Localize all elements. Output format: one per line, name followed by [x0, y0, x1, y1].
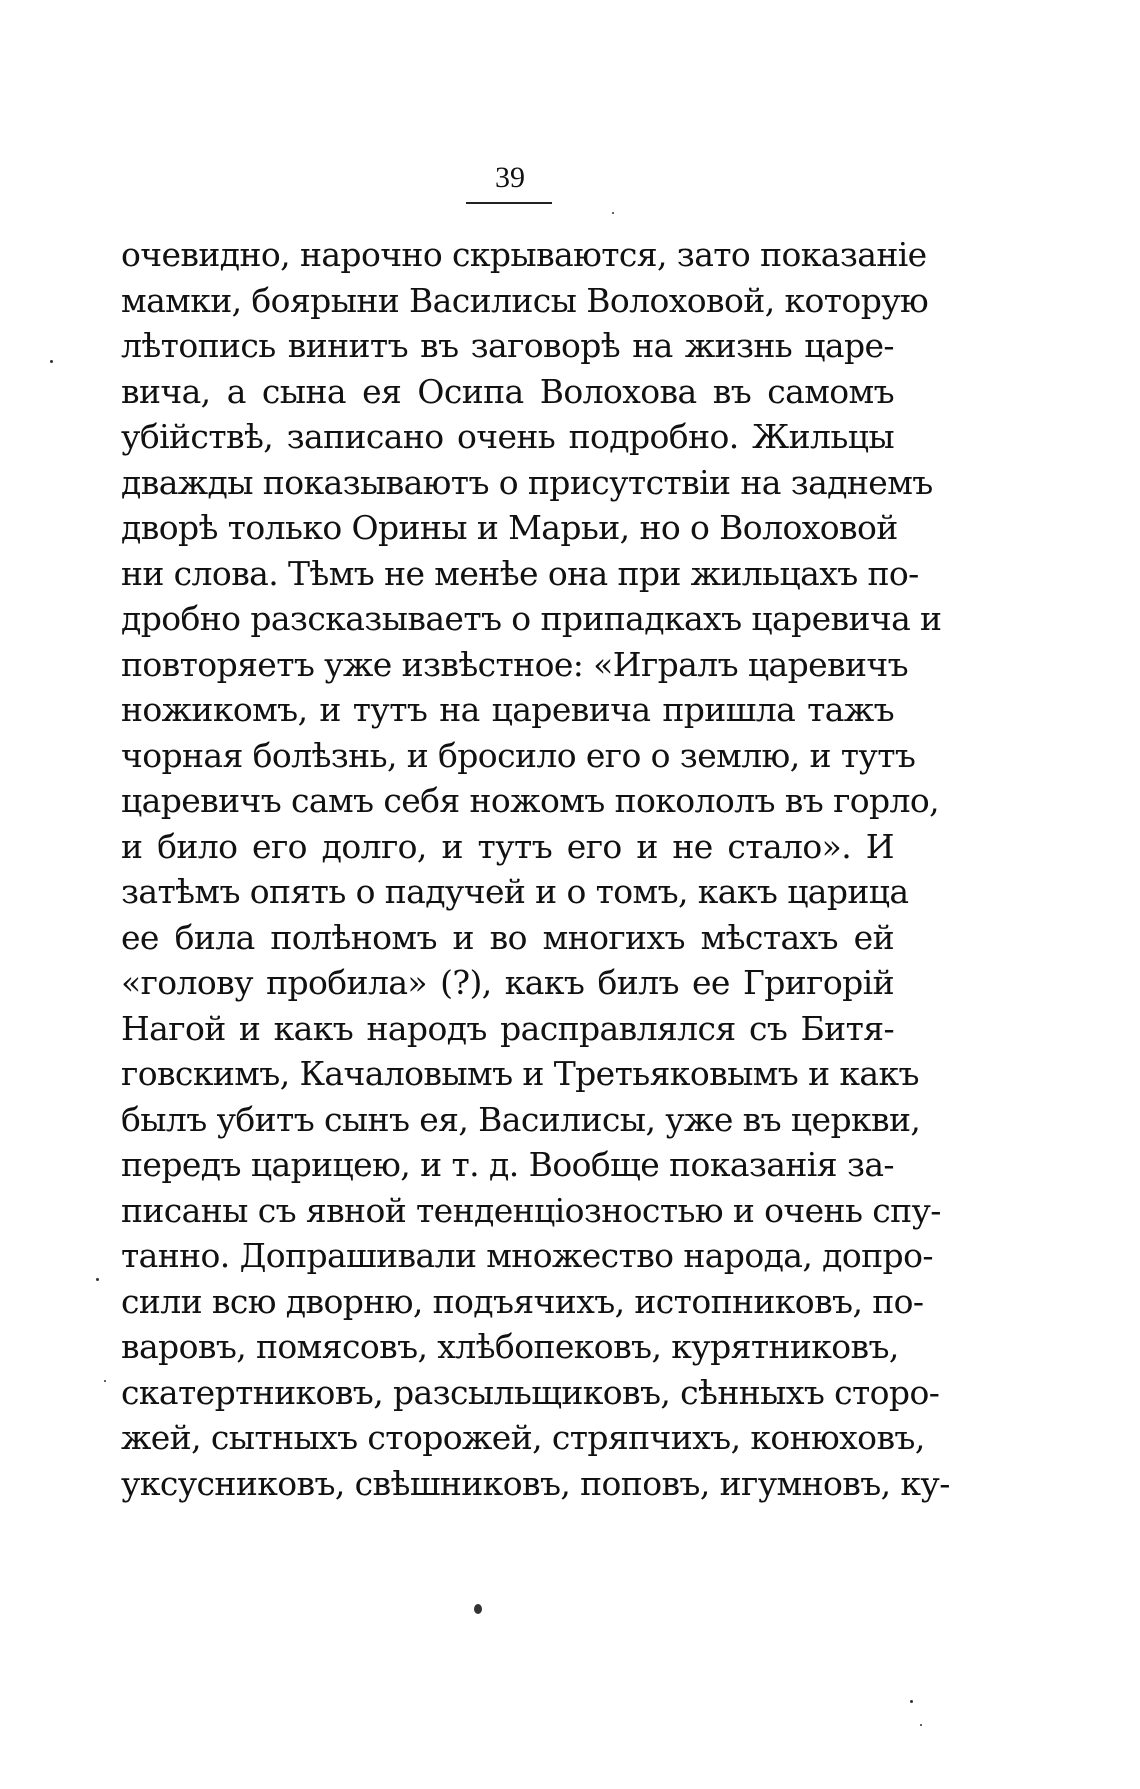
scan-speck	[920, 1724, 922, 1726]
text-line: лѣтопись винитъ въ заговорѣ на жизнь царе-	[121, 326, 894, 365]
text-line: дворѣ только Орины и Марьи, но о Волоховой	[121, 508, 898, 547]
scan-speck	[50, 360, 53, 363]
text-line: уксусниковъ, свѣшниковъ, поповъ, игумновъ, ку-	[121, 1463, 950, 1503]
text-line: очевидно, нарочно скрываются, зато показаніе	[121, 235, 927, 274]
text-line: танно. Допрашивали множество народа, допро-	[121, 1236, 933, 1275]
text-line: убійствѣ, записано очень подробно. Жильцы	[121, 417, 894, 456]
scan-speck	[96, 1278, 99, 1281]
body-text	[121, 232, 950, 1506]
text-line: дробно разсказываетъ о припадкахъ царевича и	[121, 599, 942, 638]
text-line: «голову пробила» (?), какъ билъ ее Григорій	[121, 963, 894, 1002]
scan-speck	[612, 212, 614, 214]
text-line: чорная болѣзнь, и бросило его о землю, и тутъ	[121, 735, 916, 775]
page-number-rule	[466, 202, 552, 204]
text-line: мамки, боярыни Василисы Волоховой, которую	[121, 280, 929, 320]
text-line: былъ убитъ сынъ ея, Василисы, уже въ церкви,	[121, 1099, 921, 1139]
text-line: вича, а сына ея Осипа Волохова въ самомъ	[121, 371, 894, 411]
text-line: скатертниковъ, разсыльщиковъ, сѣнныхъ сторо-	[121, 1372, 940, 1412]
text-line: царевичъ самъ себя ножомъ покололъ въ горло,	[121, 781, 940, 820]
text-line: жей, сытныхъ сторожей, стряпчихъ, конюховъ,	[121, 1418, 925, 1457]
text-line: варовъ, помясовъ, хлѣбопековъ, курятниковъ,	[121, 1327, 899, 1366]
text-line: говскимъ, Качаловымъ и Третьяковымъ и какъ	[121, 1054, 919, 1093]
text-line: повторяетъ уже извѣстное: «Игралъ царевичъ	[121, 644, 909, 684]
text-line: Нагой и какъ народъ расправлялся съ Битя-	[121, 1008, 894, 1048]
text-line: ни слова. Тѣмъ не менѣе она при жильцахъ по-	[121, 553, 919, 593]
scan-speck	[104, 1380, 106, 1382]
text-line: писаны съ явной тенденціозностью и очень спу-	[121, 1190, 941, 1230]
text-line: сили всю дворню, подъячихъ, истопниковъ, по-	[121, 1281, 924, 1321]
scan-speck	[474, 1604, 482, 1614]
text-line: передъ царицею, и т. д. Вообще показанія за-	[121, 1145, 894, 1184]
text-line: ее била полѣномъ и во многихъ мѣстахъ ей	[121, 917, 894, 957]
page-number: 39	[495, 161, 525, 194]
text-line: дважды показываютъ о присутствіи на заднемъ	[121, 462, 933, 502]
text-line: и било его долго, и тутъ его и не стало». И	[121, 826, 894, 866]
text-line: затѣмъ опять о падучей и о томъ, какъ царица	[121, 872, 909, 911]
scan-speck	[910, 1700, 913, 1703]
text-line: ножикомъ, и тутъ на царевича пришла тажъ	[121, 690, 894, 729]
